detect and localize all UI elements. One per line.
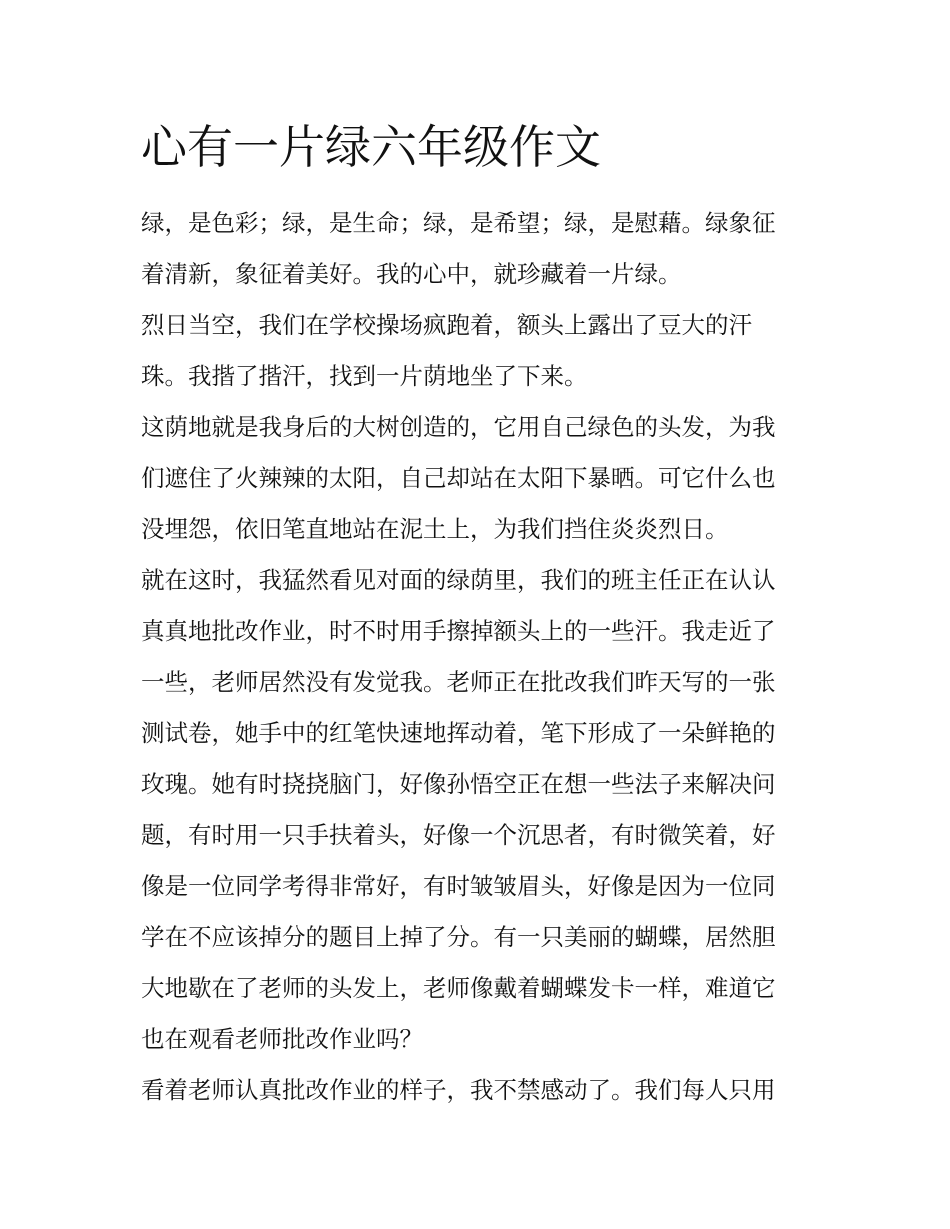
text-line: 看着老师认真批改作业的样子，我不禁感动了。我们每人只用: [141, 1076, 776, 1104]
text-line: 就在这时，我猛然看见对面的绿荫里，我们的班主任正在认认: [141, 566, 776, 594]
document-body: [141, 198, 821, 1116]
text-line: 珠。我揩了揩汗，找到一片荫地坐了下来。: [141, 362, 588, 390]
text-line: 没埋怨，依旧笔直地站在泥土上，为我们挡住炎炎烈日。: [141, 515, 729, 543]
text-line: 题，有时用一只手扶着头，好像一个沉思者，有时微笑着，好: [141, 821, 776, 849]
text-line: 这荫地就是我身后的大树创造的，它用自己绿色的头发，为我: [141, 413, 776, 441]
text-line: 着清新，象征着美好。我的心中，就珍藏着一片绿。: [141, 260, 682, 288]
text-line: 学在不应该掉分的题目上掉了分。有一只美丽的蝴蝶，居然胆: [141, 923, 776, 951]
text-line: 也在观看老师批改作业吗？: [141, 1025, 423, 1053]
text-line: 烈日当空，我们在学校操场疯跑着，额头上露出了豆大的汗: [141, 311, 752, 339]
text-line: 测试卷，她手中的红笔快速地挥动着，笔下形成了一朵鲜艳的: [141, 719, 776, 747]
document-title: 心有一片绿六年级作文: [141, 120, 601, 174]
text-line: 一些，老师居然没有发觉我。老师正在批改我们昨天写的一张: [141, 668, 776, 696]
text-line: 们遮住了火辣辣的太阳，自己却站在太阳下暴晒。可它什么也: [141, 464, 776, 492]
text-line: 玫瑰。她有时挠挠脑门，好像孙悟空正在想一些法子来解决问: [141, 770, 776, 798]
text-line: 大地歇在了老师的头发上，老师像戴着蝴蝶发卡一样，难道它: [141, 974, 776, 1002]
text-line: 真真地批改作业，时不时用手擦掉额头上的一些汗。我走近了: [141, 617, 776, 645]
text-line: 像是一位同学考得非常好，有时皱皱眉头，好像是因为一位同: [141, 872, 776, 900]
text-line: 绿，是色彩；绿，是生命；绿，是希望；绿，是慰藉。绿象征: [141, 209, 776, 237]
